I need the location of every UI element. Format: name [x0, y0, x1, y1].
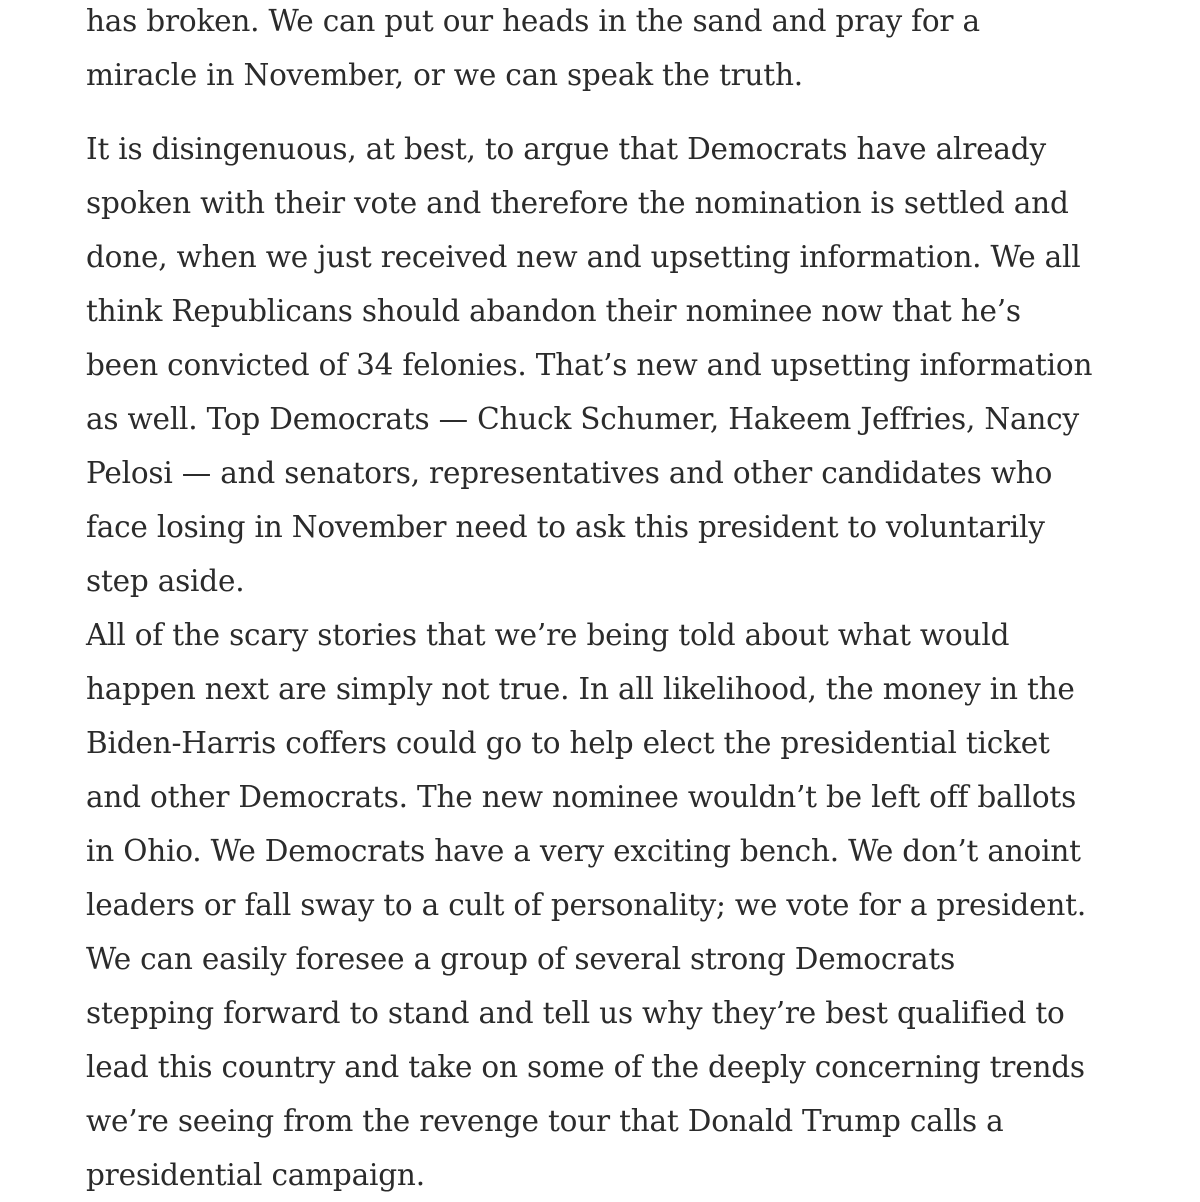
text-line: face losing in November need to ask this president to voluntarily: [86, 510, 1045, 544]
paragraph-3: [86, 608, 1176, 1202]
text-line: We can easily foresee a group of several strong Democrats: [86, 942, 956, 976]
text-line: miracle in November, or we can speak the truth.: [86, 58, 803, 92]
text-line: been convicted of 34 felonies. That’s new and upsetting information: [86, 348, 1093, 382]
text-line: leaders or fall sway to a cult of personality; we vote for a president.: [86, 888, 1087, 922]
article-body: [86, 0, 1176, 1202]
text-line: It is disingenuous, at best, to argue that Democrats have already: [86, 132, 1046, 166]
text-line: we’re seeing from the revenge tour that Donald Trump calls a: [86, 1104, 1004, 1138]
text-line: done, when we just received new and upsetting information. We all: [86, 240, 1081, 274]
paragraph-2: [86, 122, 1176, 608]
text-line: in Ohio. We Democrats have a very exciting bench. We don’t anoint: [86, 834, 1081, 868]
text-line: Pelosi — and senators, representatives and other candidates who: [86, 456, 1053, 490]
text-line: All of the scary stories that we’re being told about what would: [86, 618, 1010, 652]
text-line: stepping forward to stand and tell us why they’re best qualified to: [86, 996, 1065, 1030]
text-line: Biden-Harris coffers could go to help elect the presidential ticket: [86, 726, 1050, 760]
text-line: lead this country and take on some of the deeply concerning trends: [86, 1050, 1085, 1084]
text-line: step aside.: [86, 564, 245, 598]
text-line: think Republicans should abandon their nominee now that he’s: [86, 294, 1021, 328]
text-line: and other Democrats. The new nominee wouldn’t be left off ballots: [86, 780, 1077, 814]
text-line: happen next are simply not true. In all likelihood, the money in the: [86, 672, 1075, 706]
paragraph-1: [86, 0, 1176, 102]
text-line: presidential campaign.: [86, 1158, 425, 1192]
text-line: spoken with their vote and therefore the nomination is settled and: [86, 186, 1069, 220]
text-line: has broken. We can put our heads in the sand and pray for a: [86, 4, 980, 38]
text-line: as well. Top Democrats — Chuck Schumer, Hakeem Jeffries, Nancy: [86, 402, 1079, 436]
